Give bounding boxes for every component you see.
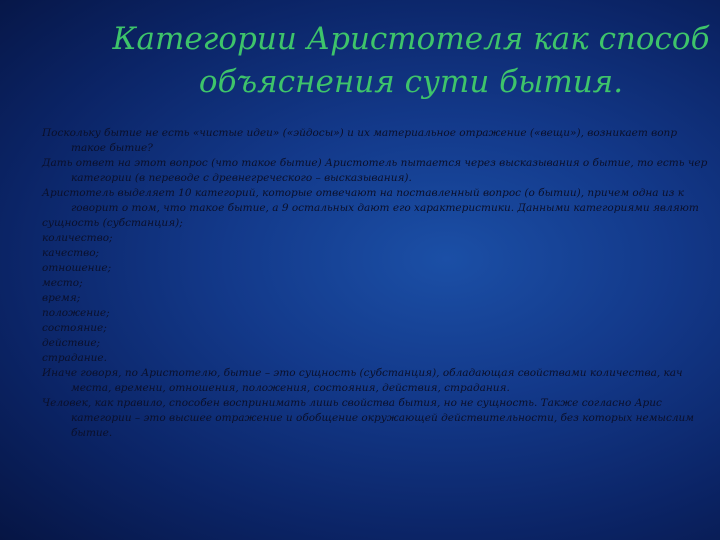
paragraph-conclusion	[42, 396, 720, 441]
paragraph-answer	[42, 156, 720, 186]
paragraph-line: такое бытие?	[71, 142, 153, 154]
paragraph-summary	[42, 366, 720, 396]
paragraph-line: Аристотель выделяет 10 категорий, которые отвечают на поставленный вопрос (о бытии), причем одна из к	[42, 187, 684, 199]
slide-title-line-2: объяснения сути бытия.	[198, 64, 624, 100]
paragraph-line: Иначе говоря, по Аристотелю, бытие – это сущность (субстанция), обладающая свойствами количества, кач	[42, 367, 683, 379]
category-item: сущность (субстанция);	[42, 217, 183, 229]
category-item: качество;	[42, 247, 100, 259]
category-item: состояние;	[42, 322, 107, 334]
paragraph-line: Дать ответ на этот вопрос (что такое бытие) Аристотель пытается через высказывания о бытие, то есть чер	[42, 157, 708, 169]
paragraph-ten-categories	[42, 186, 720, 216]
category-item: действие;	[42, 337, 101, 349]
slide-title	[86, 18, 720, 104]
slide-body	[42, 126, 720, 441]
category-item: отношение;	[42, 262, 112, 274]
paragraph-line: места, времени, отношения, положения, состояния, действия, страдания.	[71, 382, 510, 394]
category-item: количество;	[42, 232, 113, 244]
category-item: место;	[42, 277, 83, 289]
category-item: положение;	[42, 307, 110, 319]
paragraph-line: Человек, как правило, способен воспринимать лишь свойства бытия, но не сущность. Также согласно Арис	[42, 397, 662, 409]
paragraph-line: говорит о том, что такое бытие, а 9 остальных дают его характеристики. Данными категориями являют	[71, 202, 699, 214]
paragraph-line: категории (в переводе с древнегреческого – высказывания).	[71, 172, 412, 184]
slide-title-line-1: Категории Аристотеля как способ	[112, 21, 710, 57]
paragraph-line: Поскольку бытие не есть «чистые идеи» («эйдосы») и их материальное отражение («вещи»), возникает вопр	[42, 127, 678, 139]
category-item: страдание.	[42, 352, 107, 364]
paragraph-line: категории – это высшее отражение и обобщение окружающей действительности, без которых немыслим	[71, 412, 695, 424]
paragraph-line: бытие.	[71, 427, 113, 439]
paragraph-question	[42, 126, 720, 156]
category-item: время;	[42, 292, 81, 304]
